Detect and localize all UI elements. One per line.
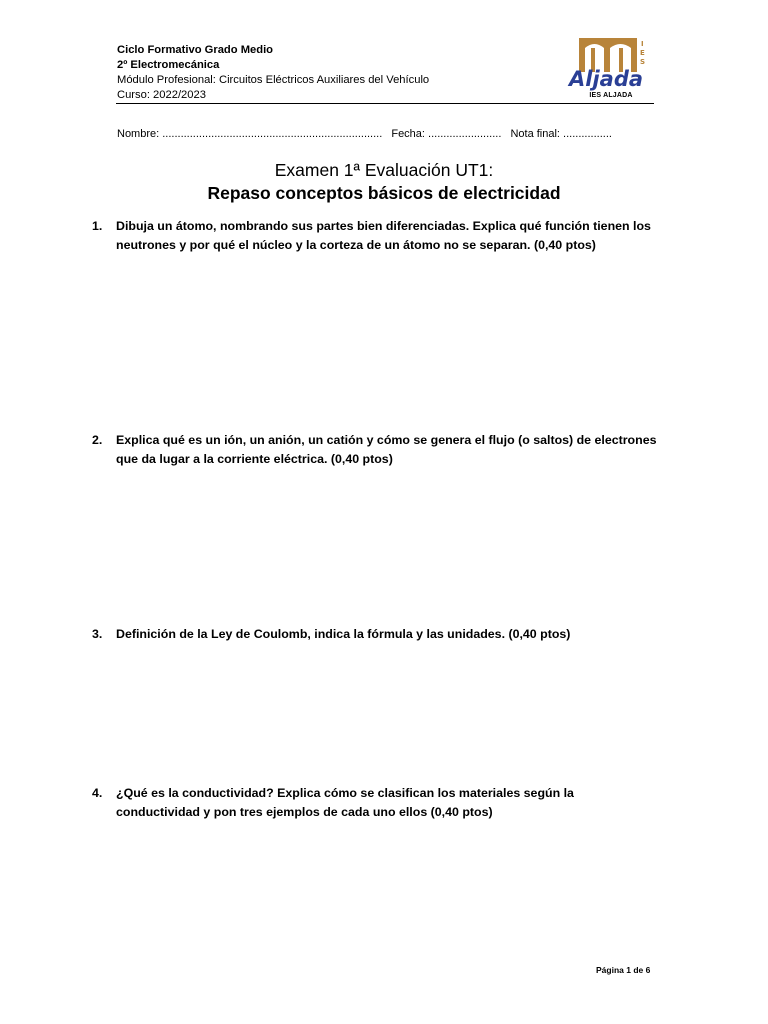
question-4 — [92, 784, 657, 822]
exam-title-line-2: Repaso conceptos básicos de electricidad — [207, 183, 561, 203]
student-fields — [117, 128, 657, 140]
document-header — [117, 43, 577, 103]
course-module: Módulo Profesional: Circuitos Eléctricos Auxiliares del Vehículo — [117, 74, 430, 86]
question-number: 2. — [92, 433, 103, 447]
name-field[interactable]: Nombre: ........................................................................ — [117, 128, 383, 140]
course-year: Curso: 2022/2023 — [117, 89, 206, 101]
logo-caption: IES ALJADA — [589, 92, 633, 99]
date-field[interactable]: Fecha: ........................ — [391, 128, 502, 140]
header-divider — [116, 103, 654, 104]
question-3 — [92, 625, 657, 644]
svg-text:I: I — [641, 40, 644, 48]
question-number: 1. — [92, 219, 103, 233]
svg-text:Aljada: Aljada — [569, 67, 644, 91]
question-text: Explica qué es un ión, un anión, un catión y cómo se genera el flujo (o saltos) de electrones que da lugar a la corriente eléctrica. (0,40 ptos) — [116, 433, 657, 466]
course-level: 2º Electromecánica — [117, 59, 220, 71]
svg-text:E: E — [640, 49, 645, 57]
question-number: 4. — [92, 786, 103, 800]
grade-field[interactable]: Nota final: ................ — [510, 128, 612, 140]
question-2 — [92, 431, 657, 469]
question-text: Dibuja un átomo, nombrando sus partes bien diferenciadas. Explica qué función tienen los neutrones y por qué el núcleo y la corteza de un átomo no se separan. (0,40 ptos) — [116, 219, 651, 252]
question-1 — [92, 217, 657, 255]
question-number: 3. — [92, 627, 103, 641]
exam-title-line-1: Examen 1ª Evaluación UT1: — [274, 160, 494, 180]
course-cycle: Ciclo Formativo Grado Medio — [117, 44, 274, 56]
exam-title — [0, 159, 768, 205]
question-text: ¿Qué es la conductividad? Explica cómo se clasifican los materiales según la conductividad y pon tres ejemplos de cada uno ellos (0,40 ptos) — [116, 786, 574, 819]
svg-text:S: S — [640, 58, 646, 66]
question-text: Definición de la Ley de Coulomb, indica la fórmula y las unidades. (0,40 ptos) — [116, 627, 571, 641]
page-number: Página 1 de 6 — [596, 965, 651, 975]
